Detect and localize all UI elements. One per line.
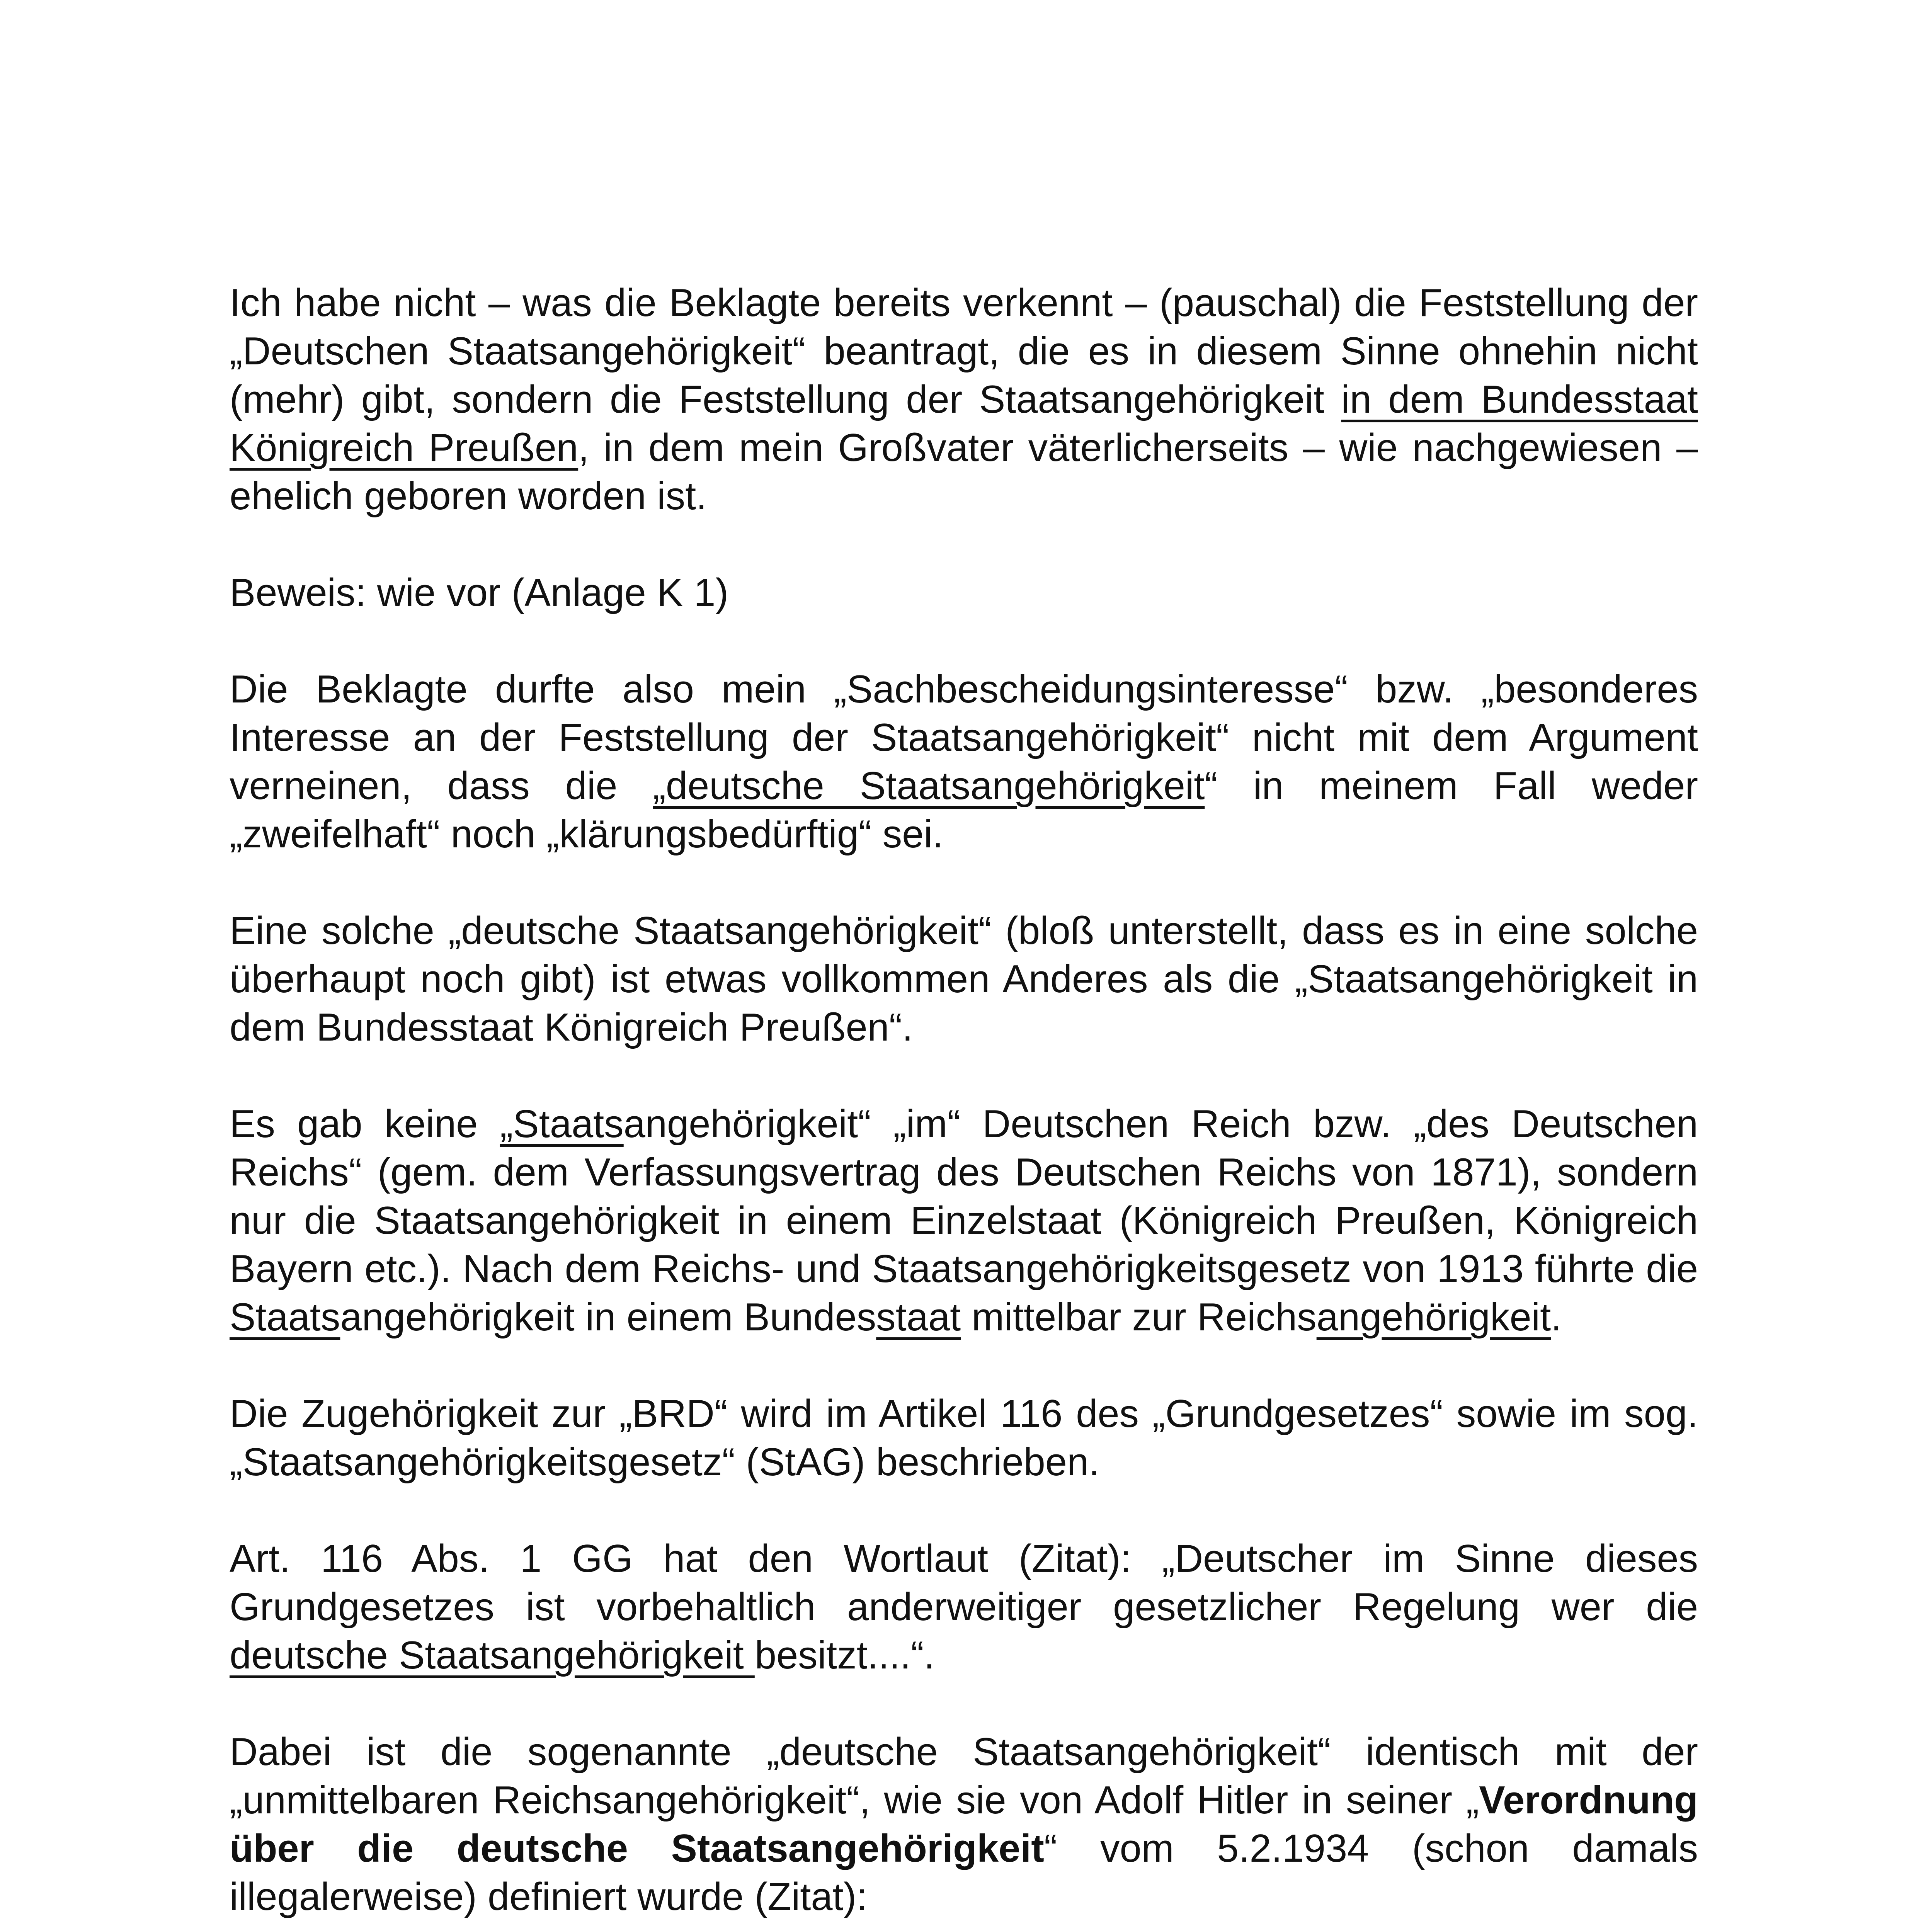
paragraph [230, 1100, 1698, 1342]
underlined-text: „deutsche Staatsangehörigkeit [653, 764, 1205, 808]
paragraph [230, 279, 1698, 520]
text-segment: . [1551, 1296, 1562, 1339]
text-segment: Dabei ist die sogenannte „deutsche Staatsangehörigkeit“ identisch mit der „unmittelbaren Reichsangehörigkeit“, wie sie von Adolf Hitler in seiner „ [230, 1730, 1698, 1822]
text-segment: Die Beklagte durfte also mein „Sachbescheidungsinteresse“ bzw. „besonderes Interesse an der Feststellung der Staatsangehörigkeit“ nicht mit dem Argument verneinen, dass die [230, 668, 1698, 808]
paragraph [230, 665, 1698, 859]
text-segment: angehörigkeit“ „im“ Deutschen Reich bzw. „des Deutschen Reichs“ (gem. dem Verfassungsvertrag des Deutschen Reichs von 1871), sondern nur die Staatsangehörigkeit in einem Einzelstaat (Königreich Preußen, Königreich Bayern etc.). Nach dem Reichs- und Staatsangehörigkeitsgesetz von 1913 führte die [230, 1102, 1698, 1291]
text-segment: besitzt....“. [754, 1634, 935, 1677]
text-segment: Beweis: wie vor (Anlage K 1) [230, 571, 729, 614]
text-segment: “ vom 5.2.1934 (schon damals illegalerweise) definiert wurde (Zitat): [230, 1827, 1698, 1918]
underlined-text: Staats [230, 1296, 340, 1339]
text-segment: , in dem mein Großvater väterlicherseits – wie nachgewiesen – ehelich geboren worden ist. [230, 426, 1698, 518]
underlined-text: in dem Bundesstaat Königreich Preußen [230, 378, 1698, 469]
text-segment: Eine solche „deutsche Staatsangehörigkeit“ (bloß unterstellt, dass es in eine solche überhaupt noch gibt) ist etwas vollkommen Anderes als die „Staatsangehörigkeit in dem Bundesstaat Königreich Preußen“. [230, 909, 1698, 1049]
underlined-text: staat [876, 1296, 961, 1339]
underlined-text: „Staats [500, 1102, 624, 1146]
paragraph [230, 1535, 1698, 1680]
text-segment: Es gab keine [230, 1102, 500, 1146]
underlined-text: angehörigkeit [1316, 1296, 1551, 1339]
text-segment: “ in meinem Fall weder „zweifelhaft“ noch „klärungsbedürftig“ sei. [230, 764, 1698, 856]
text-segment: Ich habe nicht – was die Beklagte bereits verkennt – (pauschal) die Feststellung der „Deutschen Staatsangehörigkeit“ beantragt, die es in diesem Sinne ohnehin nicht (mehr) gibt, sondern die Feststellung der Staatsangehörigkeit [230, 281, 1698, 421]
document-body [230, 279, 1698, 1932]
paragraph [230, 1390, 1698, 1486]
paragraph [230, 1728, 1698, 1921]
bold-text: Verordnung über die deutsche Staatsangehörigkeit [230, 1779, 1698, 1870]
paragraph [230, 907, 1698, 1052]
text-segment: Die Zugehörigkeit zur „BRD“ wird im Artikel 116 des „Grundgesetzes“ sowie im sog. „Staatsangehörigkeitsgesetz“ (StAG) beschrieben. [230, 1392, 1698, 1484]
text-segment: Art. 116 Abs. 1 GG hat den Wortlaut (Zitat): „Deutscher im Sinne dieses Grundgesetzes ist vorbehaltlich anderweitiger gesetzlicher Regelung wer die [230, 1537, 1698, 1629]
paragraph [230, 569, 1698, 617]
underlined-text: deutsche Staatsangehörigkeit [230, 1634, 755, 1677]
text-segment: angehörigkeit in einem Bundes [340, 1296, 876, 1339]
text-segment: mittelbar zur Reichs [961, 1296, 1317, 1339]
